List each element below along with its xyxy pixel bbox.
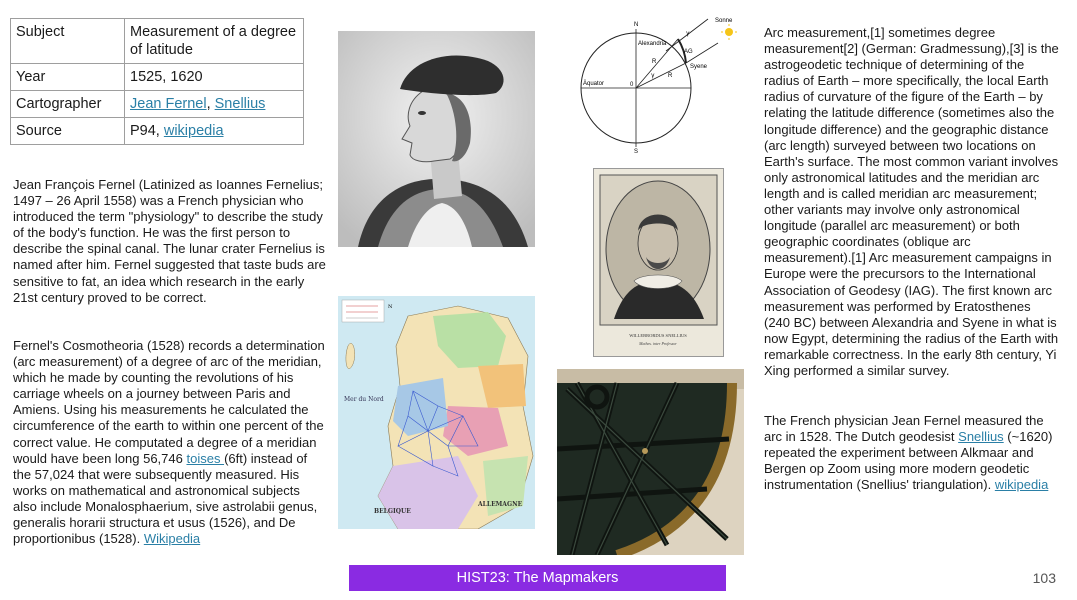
row-key: Subject	[11, 19, 125, 64]
belgium-label: BELGIQUE	[374, 508, 411, 515]
portrait-caption: Mathes. inter Professor	[639, 341, 677, 346]
footer-title: HIST23: The Mapmakers	[349, 565, 726, 591]
portrait-caption: WILLEBRORDUS SNELLIUS	[629, 333, 687, 338]
row-value: 1525, 1620	[125, 64, 304, 91]
row-key: Source	[11, 118, 125, 145]
row-key: Cartographer	[11, 91, 125, 118]
snellius-portrait	[593, 168, 724, 357]
angle-label: γ	[686, 30, 690, 37]
row-value	[125, 118, 304, 145]
ag-label: AG	[684, 49, 693, 55]
syene-label: Syene	[690, 64, 708, 70]
arc-measurement-diagram	[578, 15, 743, 155]
jean-fernel-link[interactable]: Jean Fernel	[130, 96, 207, 112]
table-row	[11, 118, 304, 145]
wikipedia-link[interactable]: wikipedia	[163, 123, 224, 139]
para-text: (~1620) repeated the experiment between Alkmaar and Bergen op Zoom using more modern geodetic instrumentation (Snellius' triangulation).	[764, 429, 1053, 493]
para-text: (6ft) instead of the 57,024 that were subsequently measured. His works on mathematical and astronomical subjects also include Monalosphaerium, sive astrolabii genus, generalis horarii structura et usus (1526), and De proportionibus (1528).	[13, 450, 318, 547]
table-row	[11, 19, 304, 64]
fernel-portrait	[338, 31, 535, 247]
snellius-quadrant-photo	[557, 369, 744, 555]
para-text: Fernel's Cosmotheoria (1528) records a determination (arc measurement) of a degree of arc of the meridian, which he made by counting the revolutions of his carriage wheels on a journey between Paris and Amiens. Using his measurements he calculated the circumference of the earth to within one percent of the correct value. He computated a degree of a meridian would have been long 56,746	[13, 338, 325, 466]
sun-label: Sonne	[715, 18, 733, 24]
table-row	[11, 91, 304, 118]
fernel-bio: Jean François Fernel (Latinized as Ioannes Fernelius; 1497 – 26 April 1558) was a French physician who introduced the term "physiology" to describe the study of the body's function. He was the first person to describe the spinal canal. The lunar crater Fernelius is named after him. Fernel suggested that taste buds are sensitive to fat, an idea which research in the early 21st century proved to be correct.	[13, 177, 326, 305]
row-value	[125, 91, 304, 118]
radius-label: R	[668, 73, 673, 79]
equator-label: Äquator	[583, 81, 605, 87]
wikipedia-link[interactable]: Wikipedia	[143, 531, 201, 547]
arc-measurement-description: Arc measurement,[1] sometimes degree measurement[2] (German: Gradmessung),[3] is the astrogeodetic technique of determining of the radius of Earth – more specifically, the local Earth radius of curvature of the figure of the Earth – by relating the latitude difference (sometimes also the longitude difference) and the geographic distance (arc length) surveyed between two locations on Earth's surface. The most common variant involves only astronomical latitudes and the meridian arc length and is called meridian arc measurement; other variants may involve only astronomical longitude (parallel arc measurement) or both geographic coordinates (oblique arc measurement).[1] Arc measurement campaigns in Europe were the precursors to the International Association of Geodesy (IAG). The first known arc measurement was performed by Eratosthenes (240 BC) between Alexandria and Syene in what is now Egypt, determining the radius of the Earth with remarkable correctness. In the early 8th century, Yi Xing performed a similar survey.	[764, 25, 1059, 378]
sea-label: Mer du Nord	[344, 396, 384, 403]
page-number: 103	[1032, 570, 1056, 586]
germany-label: ALLEMAGNE	[478, 501, 523, 508]
netherlands-triangulation-map	[338, 296, 535, 529]
toises-link[interactable]: toises	[186, 450, 225, 466]
fernel-snellius-summary	[764, 413, 1060, 493]
separator: ,	[206, 96, 215, 112]
snellius-link[interactable]: Snellius	[214, 96, 266, 112]
row-value: Measurement of a degree of latitude	[125, 19, 304, 64]
snellius-link[interactable]: Snellius	[958, 429, 1004, 445]
radius-label: R	[652, 59, 657, 65]
alexandria-label: Alexandria	[638, 41, 667, 47]
wikipedia-link[interactable]: wikipedia	[994, 477, 1049, 493]
row-key: Year	[11, 64, 125, 91]
fernel-cosmotheoria	[13, 338, 327, 547]
north-arrow: N	[388, 304, 393, 310]
info-table	[10, 18, 304, 145]
para-text: The French physician Jean Fernel measured the arc in 1528. The Dutch geodesist	[764, 413, 1044, 445]
table-row	[11, 64, 304, 91]
angle-label: γ	[651, 72, 655, 79]
source-prefix: P94,	[130, 123, 164, 139]
south-label: S	[634, 149, 639, 155]
origin-label: 0	[630, 82, 634, 88]
north-label: N	[634, 22, 639, 28]
